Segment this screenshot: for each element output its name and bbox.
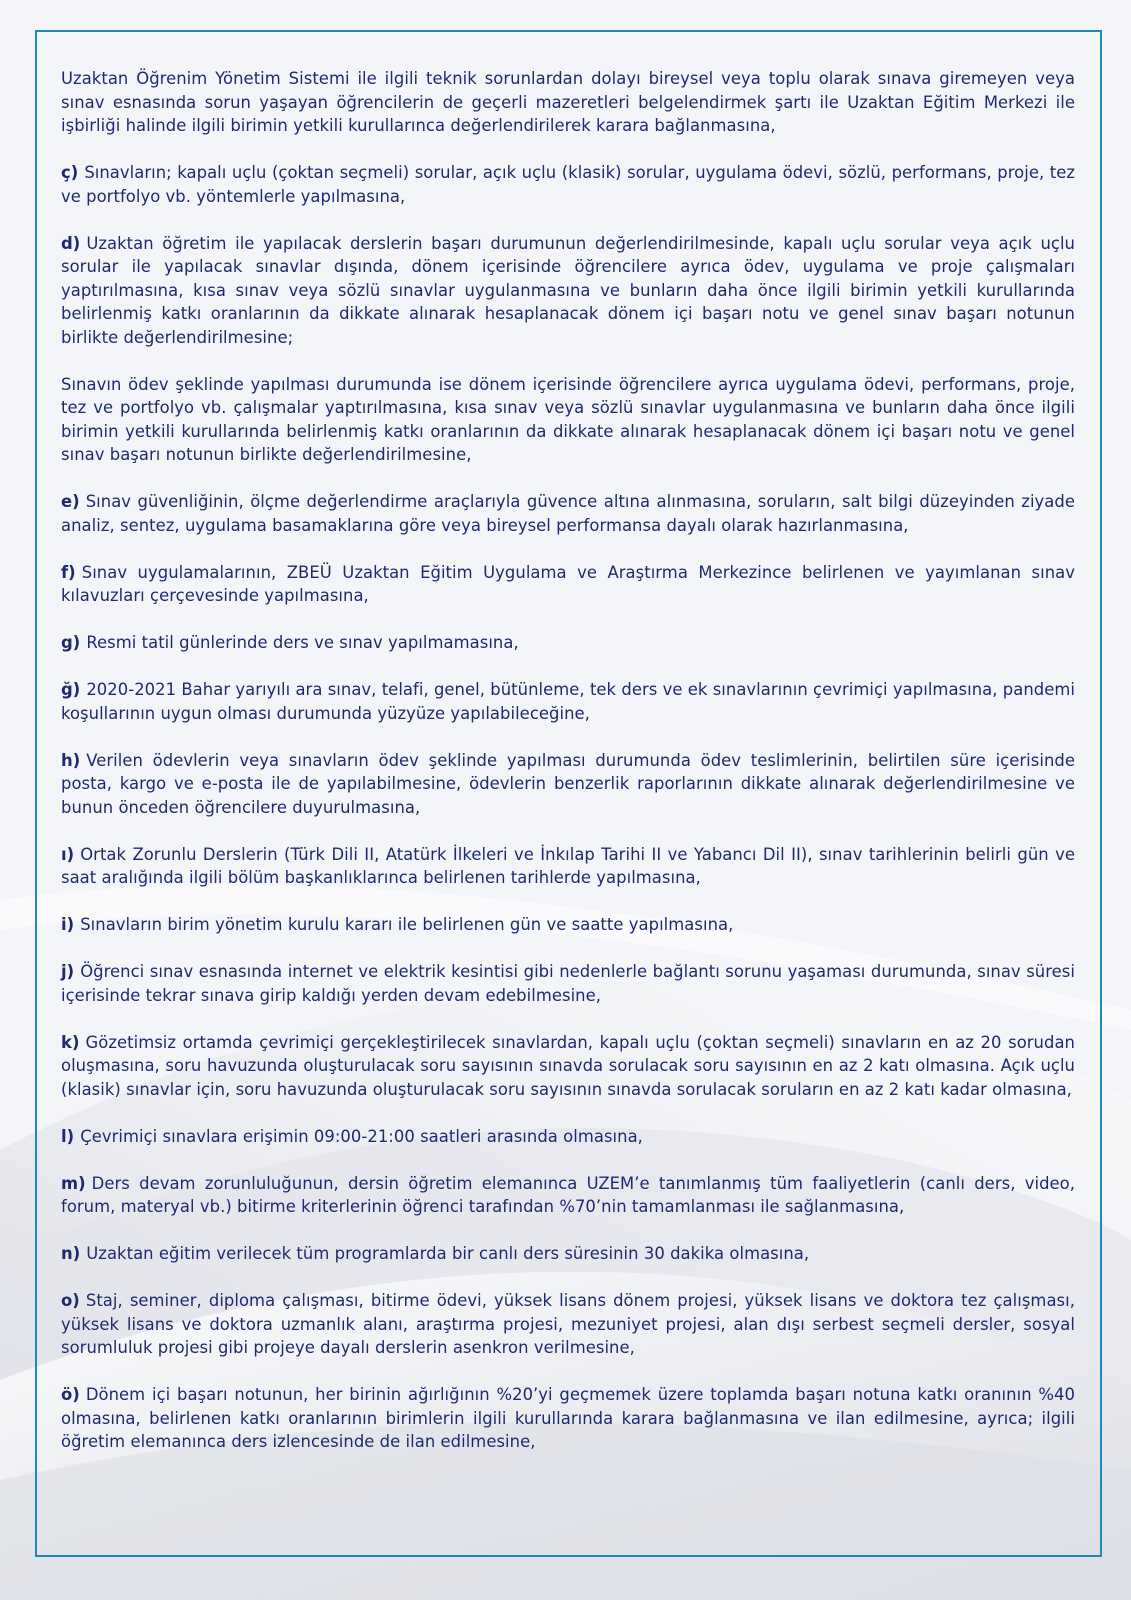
paragraph <box>61 1242 1075 1266</box>
paragraph <box>61 1125 1075 1149</box>
paragraph <box>61 631 1075 655</box>
paragraph-text: Çevrimiçi sınavlara erişimin 09:00-21:00 saatleri arasında olmasına, <box>80 1126 643 1146</box>
paragraph-text: Sınav uygulamalarının, ZBEÜ Uzaktan Eğitim Uygulama ve Araştırma Merkezince belirlenen ve yayımlanan sınav kılavuzları çerçevesinde yapılmasına, <box>61 562 1075 605</box>
item-marker: h) <box>61 750 81 770</box>
item-marker: l) <box>61 1126 75 1146</box>
paragraph-text: Uzaktan öğretim ile yapılacak derslerin başarı durumunun değerlendirilmesinde, kapalı uçlu sorular veya açık uçlu sorular ile yapılacak sınavlar dışında, dönem içerisinde öğrencilere ayrıca ödev, uygulama ve proje çalışmaları yaptırılmasına, kısa sınav veya sözlü sınavlar uygulanmasına ve bunların daha önce ilgili birimin yetkili kurullarında belirlenmiş katkı oranlarının da dikkate alınarak hesaplanacak dönem içi başarı notu ve genel sınav başarı notunun birlikte değerlendirilmesine; <box>61 233 1075 347</box>
paragraph-text: Uzaktan eğitim verilecek tüm programlarda bir canlı ders süresinin 30 dakika olmasına, <box>86 1244 810 1263</box>
paragraph <box>61 1031 1075 1102</box>
paragraph <box>61 373 1075 467</box>
item-marker: f) <box>61 562 76 582</box>
paragraph <box>61 161 1075 208</box>
paragraph <box>61 561 1075 608</box>
item-marker: e) <box>61 492 80 511</box>
paragraph-text: Sınavların; kapalı uçlu (çoktan seçmeli) sorular, açık uçlu (klasik) sorular, uygulama ödevi, sözlü, performans, proje, tez ve portfolyo vb. yöntemlerle yapılmasına, <box>61 163 1075 206</box>
paragraph-text: Sınavların birim yönetim kurulu kararı ile belirlenen gün ve saatte yapılmasına, <box>80 915 734 934</box>
paragraph-text: Ortak Zorunlu Derslerin (Türk Dili II, Atatürk İlkeleri ve İnkılap Tarihi II ve Yabancı Dil II), sınav tarihlerinin belirli gün ve saat aralığında ilgili bölüm başkanlıklarınca belirlenen tarihlerde yapılmasına, <box>61 844 1075 887</box>
item-marker: i) <box>61 915 75 934</box>
item-marker: n) <box>61 1244 81 1263</box>
paragraph-text: Sınav güvenliğinin, ölçme değerlendirme araçlarıyla güvence altına alınmasına, soruların, salt bilgi düzeyinden ziyade analiz, sentez, uygulama basamaklarına göre veya bireysel performansa dayalı olarak hazırlanmasına, <box>61 492 1075 535</box>
paragraph-text: Sınavın ödev şeklinde yapılması durumunda ise dönem içerisinde öğrencilere ayrıca uygulama ödevi, performans, proje, tez ve portfolyo vb. çalışmalar yaptırılmasına, kısa sınav veya sözlü sınavlar uygulanmasına ve bunların daha önce ilgili birimin yetkili kurullarında belirlenmiş katkı oranlarının da dikkate alınarak hesaplanacak dönem içi başarı notu ve genel sınav başarı notunun birlikte değerlendirilmesine, <box>61 374 1075 464</box>
item-marker: ı) <box>61 844 75 864</box>
item-marker: k) <box>61 1032 80 1052</box>
paragraph-text: Verilen ödevlerin veya sınavların ödev şeklinde yapılması durumunda ödev teslimlerinin, belirtilen süre içerisinde posta, kargo ve e-posta ile de yapılabilmesine, ödevlerin benzerlik raporlarının dikkate alınarak değerlendirilmesine ve bunun önceden öğrencilere duyurulmasına, <box>61 750 1075 817</box>
paragraph-text: Öğrenci sınav esnasında internet ve elektrik kesintisi gibi nedenlerle bağlantı sorunu yaşaması durumunda, sınav süresi içerisinde tekrar sınava girip kaldığı yerden devam edebilmesine, <box>61 962 1075 1005</box>
paragraph-text: Ders devam zorunluluğunun, dersin öğretim elemanınca UZEM’e tanımlanmış tüm faaliyetlerin (canlı ders, video, forum, materyal vb.) bitirme kriterlerinin öğrenci tarafından %70’nin tamamlanması ile sağlanmasına, <box>61 1173 1075 1216</box>
paragraph <box>61 232 1075 350</box>
item-marker: m) <box>61 1173 86 1193</box>
item-marker: ğ) <box>61 680 81 699</box>
paragraph <box>61 913 1075 937</box>
paragraph <box>61 678 1075 725</box>
item-marker: j) <box>61 962 75 981</box>
item-marker: g) <box>61 633 81 652</box>
paragraph <box>61 490 1075 537</box>
paragraph <box>61 843 1075 890</box>
paragraph-text: Resmi tatil günlerinde ders ve sınav yapılmamasına, <box>86 633 519 652</box>
paragraph-text: Uzaktan Öğrenim Yönetim Sistemi ile ilgili teknik sorunlardan dolayı bireysel veya toplu olarak sınava giremeyen veya sınav esnasında sorun yaşayan öğrencilerin de geçerli mazeretleri belgelendirmek şartı ile Uzaktan Eğitim Merkezi ile işbirliği halinde ilgili birimin yetkili kurullarınca değerlendirilerek karara bağlanmasına, <box>61 69 1075 135</box>
paragraph-text: Gözetimsiz ortamda çevrimiçi gerçekleştirilecek sınavlardan, kapalı uçlu (çoktan seçmeli) sınavların en az 20 sorudan oluşmasına, soru havuzunda oluşturulacak soru sayısının sınavda sorulacak soru sayısının en az 2 katı olmasına. Açık uçlu (klasik) sınavlar için, soru havuzunda oluşturulacak soru sayısının sınavda sorulacak soruların en az 2 katı kadar olmasına, <box>61 1032 1075 1099</box>
item-marker: ç) <box>61 163 79 182</box>
item-marker: d) <box>61 233 81 253</box>
item-marker: ö) <box>61 1385 80 1404</box>
paragraph <box>61 749 1075 820</box>
paragraph-text: 2020-2021 Bahar yarıyılı ara sınav, telafi, genel, bütünleme, tek ders ve ek sınavlarının çevrimiçi yapılmasına, pandemi koşullarının uygun olması durumunda yüzyüze yapılabileceğine, <box>61 680 1075 723</box>
paragraph <box>61 1289 1075 1360</box>
paragraph <box>61 1383 1075 1454</box>
paragraph <box>61 1172 1075 1219</box>
paragraph-text: Dönem içi başarı notunun, her birinin ağırlığının %20’yi geçmemek üzere toplamda başarı notuna katkı oranının %40 olmasına, belirlenen katkı oranlarının birimlerin ilgili kurullarında karara bağlanmasına ve ilan edilmesine, ayrıca; ilgili öğretim elemanınca ders izlencesinde de ilan edilmesine, <box>61 1385 1075 1451</box>
document-body <box>61 67 1075 1454</box>
item-marker: o) <box>61 1291 80 1310</box>
paragraph-text: Staj, seminer, diploma çalışması, bitirme ödevi, yüksek lisans dönem projesi, yüksek lisans ve doktora tez çalışması, yüksek lisans ve doktora uzmanlık alanı, araştırma projesi, mezuniyet projesi, alan dışı serbest seçmeli dersler, sosyal sorumluluk projesi gibi projeye dayalı derslerin asenkron verilmesine, <box>61 1291 1075 1357</box>
paragraph <box>61 960 1075 1007</box>
paragraph <box>61 67 1075 138</box>
